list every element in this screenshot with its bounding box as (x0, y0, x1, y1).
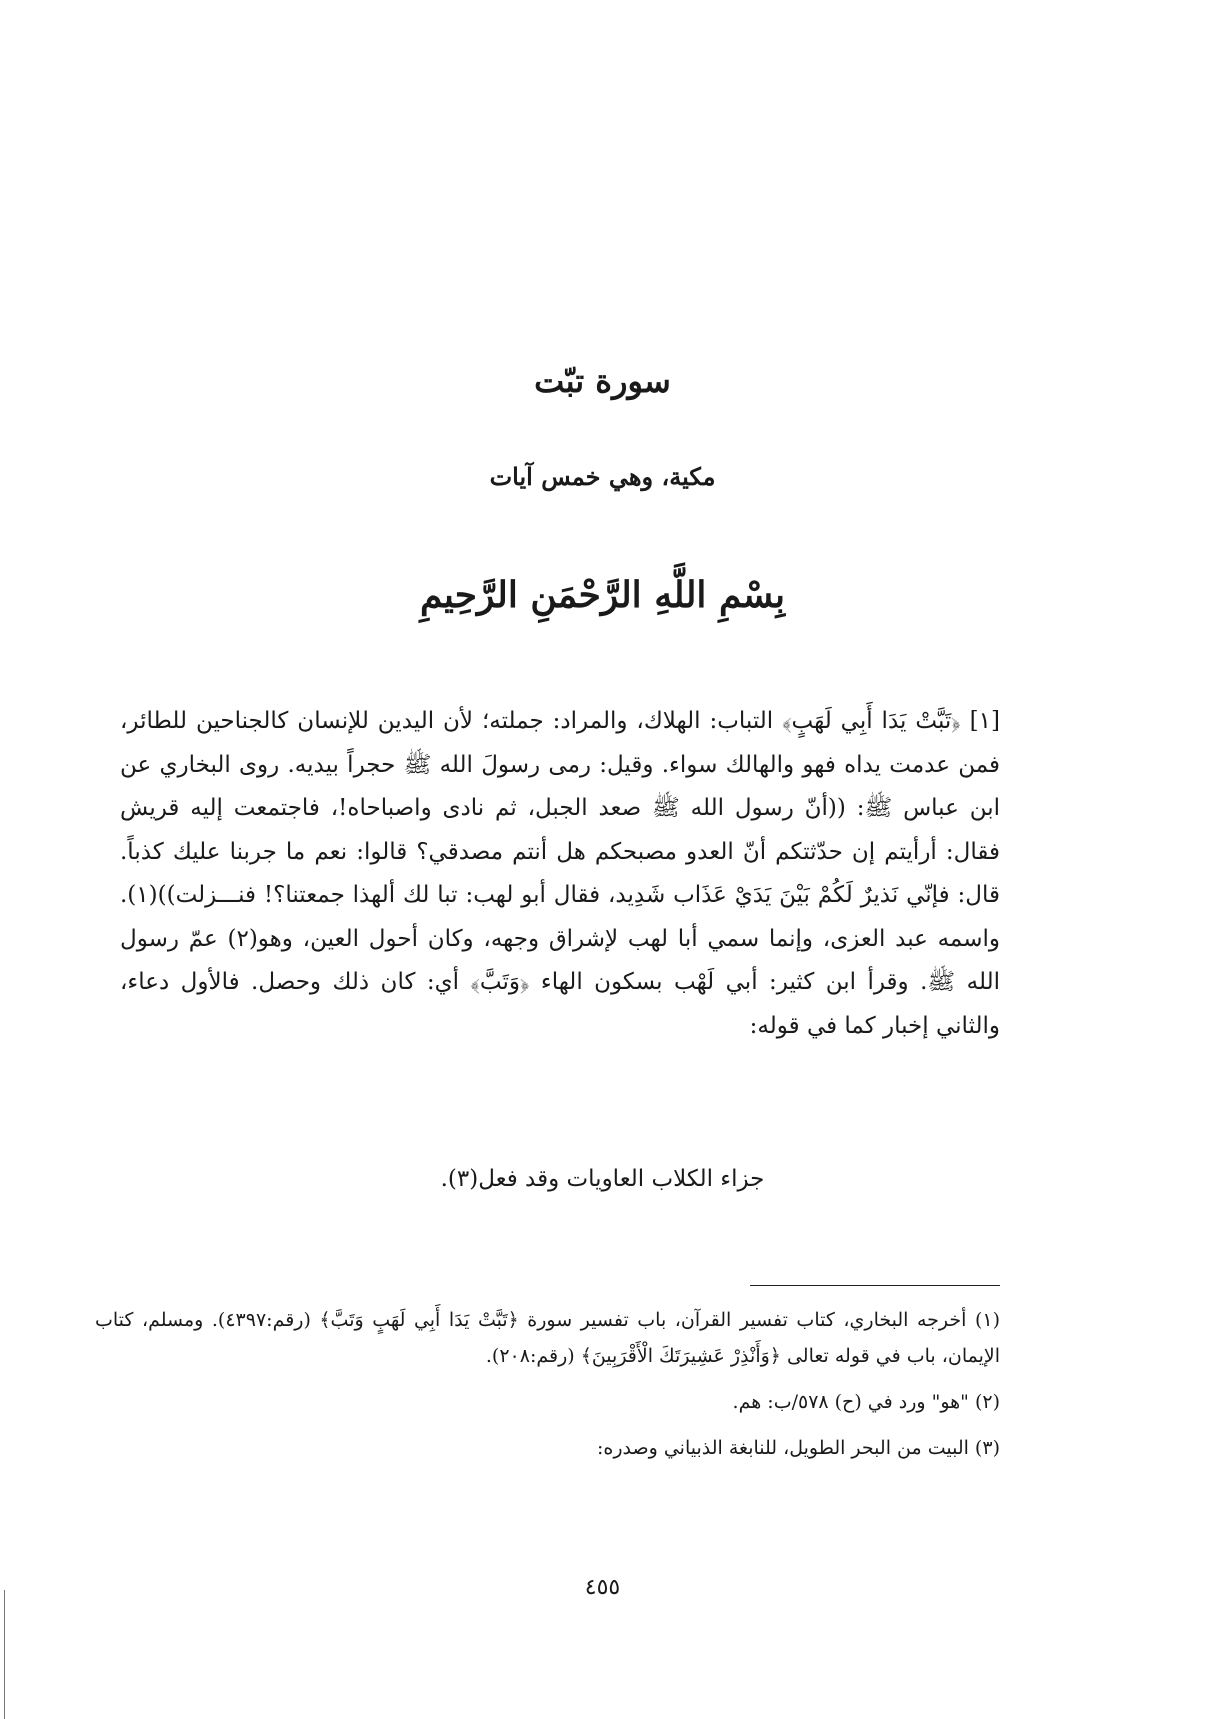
footnote-1: (١) أخرجه البخاري، كتاب تفسير القرآن، باب تفسير سورة ﴿تَبَّتْ يَدَا أَبِي لَهَبٍ وَتَبَّ﴾ (رقم:٤٣٩٧). ومسلم، كتاب الإيمان، باب في قوله تعالى ﴿وَأَنْذِرْ عَشِيرَتَكَ الْأَقْرَبِينَ﴾ (رقم:٢٠٨). (95, 1309, 1000, 1367)
footnote-separator (750, 1285, 1000, 1286)
footnotes (95, 1302, 1000, 1476)
scan-edge-line (4, 1590, 5, 1719)
page-number: ٤٥٥ (584, 1575, 621, 1600)
basmala: بِسْمِ اللَّهِ الرَّحْمَنِ الرَّحِيمِ (419, 574, 786, 616)
poetry-verse: جزاء الكلاب العاويات وقد فعل(٣). (440, 1166, 765, 1192)
footnote-3: (٣) البيت من البحر الطويل، للنابغة الذبياني وصدره: (596, 1437, 1000, 1459)
commentary-paragraph: [١] ﴿تَبَّتْ يَدَا أَبِي لَهَبٍ﴾ التباب: الهلاك، والمراد: جملته؛ لأن اليدين للإنسان كالجناحين للطائر، فمن عدمت يداه فهو والهالك سواء. وقيل: رمى رسولَ الله ﷺ حجراً بيديه. روى البخاري عن ابن عباس ﷺ: ((أنّ رسول الله ﷺ صعد الجبل، ثم نادى واصباحاه!، فاجتمعت إليه قريش فقال: أرأيتم إن حدّثتكم أنّ العدو مصبحكم هل أنتم مصدقي؟ قالوا: نعم ما جربنا عليك كذباً. قال: فإنّي نَذيرٌ لَكُمْ بَيْنَ يَدَيْ عَذَاب شَدِيد، فقال أبو لهب: تبا لك ألهذا جمعتنا؟! فنـــزلت))(١). واسمه عبد العزى، وإنما سمي أبا لهب لإشراق وجهه، وكان أحول العين، وهو(٢) عمّ رسول الله ﷺ. وقرأ ابن كثير: أبي لَهْب بسكون الهاء ﴿وَتَبَّ﴾ أي: كان ذلك وحصل. فالأول دعاء، والثاني إخبار كما في قوله: (120, 708, 1000, 1039)
surah-title: سورة تبّت (534, 362, 671, 400)
surah-subtitle: مكية، وهي خمس آيات (489, 462, 716, 491)
footnote-2: (٢) "هو" ورد في (ح) ٥٧٨/ب: هم. (732, 1391, 1000, 1413)
